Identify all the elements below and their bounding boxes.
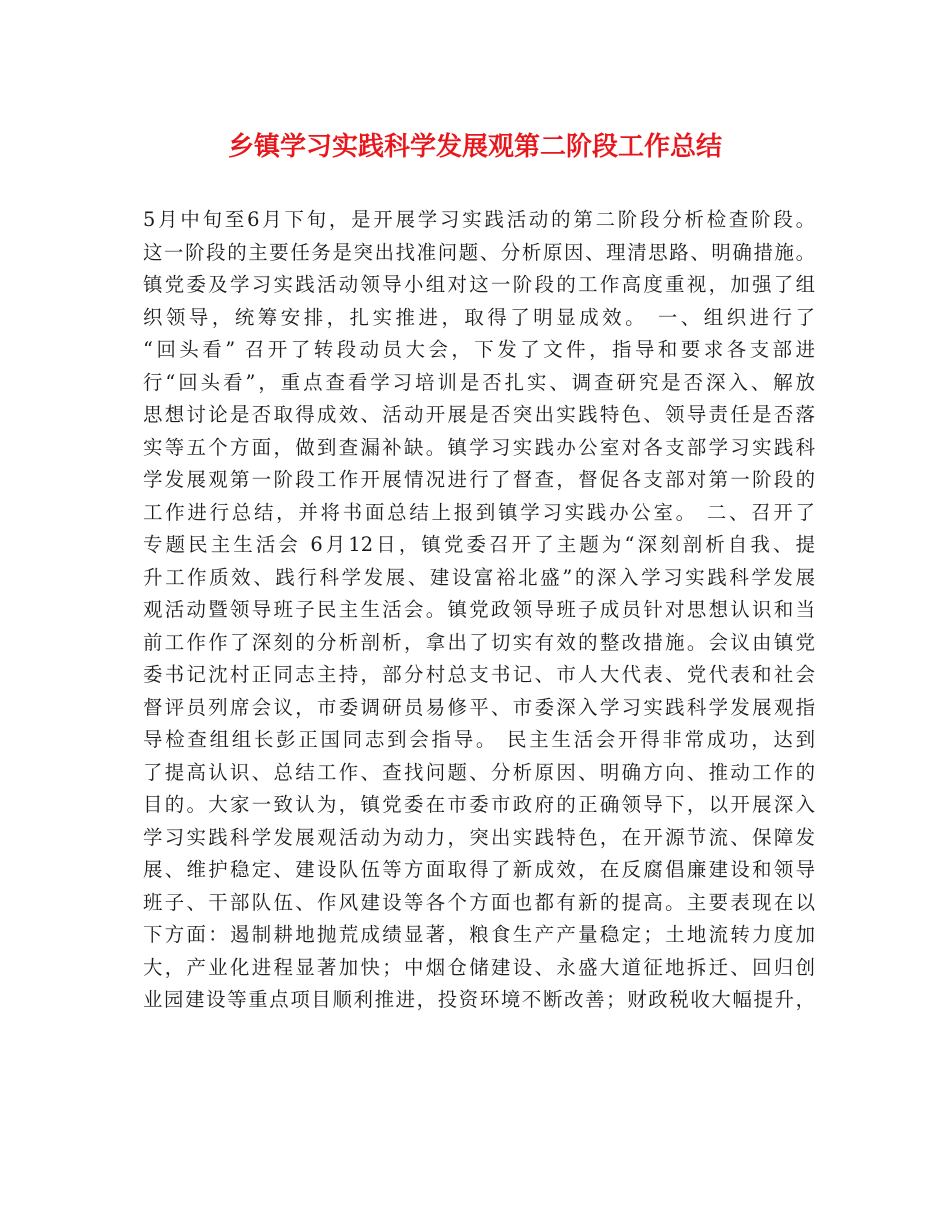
body-line: 5月中旬至6月下旬，是开展学习实践活动的第二阶段分析检查阶段。 (143, 208, 815, 231)
body-line: 镇党委及学习实践活动领导小组对这一阶段的工作高度重视，加强了组 (143, 273, 815, 296)
body-line: 班子、干部队伍、作风建设等各个方面也都有新的提高。主要表现在以 (143, 890, 815, 914)
body-line: 了提高认识、总结工作、查找问题、分析原因、明确方向、推动工作的 (143, 760, 815, 784)
body-line: 专题民主生活会 6月12日，镇党委召开了主题为“深刻剖析自我、提 (143, 533, 815, 556)
body-line: 下方面：遏制耕地抛荒成绩显著，粮食生产产量稳定；土地流转力度加 (143, 923, 815, 946)
body-line: 思想讨论是否取得成效、活动开展是否突出实践特色、领导责任是否落 (143, 403, 815, 426)
body-line: 目的。大家一致认为，镇党委在市委市政府的正确领导下，以开展深入 (143, 793, 815, 816)
body-line: 这一阶段的主要任务是突出找准问题、分析原因、理清思路、明确措施。 (143, 240, 815, 264)
body-line: 前工作作了深刻的分析剖析，拿出了切实有效的整改措施。会议由镇党 (143, 630, 815, 654)
body-line: 学发展观第一阶段工作开展情况进行了督查，督促各支部对第一阶段的 (143, 468, 815, 491)
body-line: 织领导，统筹安排，扎实推进，取得了明显成效。 一、组织进行了 (143, 305, 815, 329)
body-line: 升工作质效、践行科学发展、建设富裕北盛”的深入学习实践科学发展 (143, 565, 815, 589)
body-line: 工作进行总结，并将书面总结上报到镇学习实践办公室。 二、召开了 (143, 500, 815, 524)
body-line: “回头看” 召开了转段动员大会，下发了文件，指导和要求各支部进 (143, 338, 815, 361)
body-line: 大，产业化进程显著加快；中烟仓储建设、永盛大道征地拆迁、回归创 (143, 955, 815, 979)
body-line: 委书记沈村正同志主持，部分村总支书记、市人大代表、党代表和社会 (143, 663, 815, 686)
document-title: 乡镇学习实践科学发展观第二阶段工作总结 (227, 132, 722, 162)
document-body (143, 204, 815, 1017)
body-line: 督评员列席会议，市委调研员易修平、市委深入学习实践科学发展观指 (143, 695, 815, 719)
body-line: 观活动暨领导班子民主生活会。镇党政领导班子成员针对思想认识和当 (143, 598, 815, 621)
body-line: 实等五个方面，做到查漏补缺。镇学习实践办公室对各支部学习实践科 (143, 435, 815, 459)
body-line: 学习实践科学发展观活动为动力，突出实践特色，在开源节流、保障发 (143, 825, 815, 849)
body-line: 导检查组组长彭正国同志到会指导。 民主生活会开得非常成功，达到 (143, 728, 815, 751)
body-line: 行“回头看”，重点查看学习培训是否扎实、调查研究是否深入、解放 (143, 370, 815, 394)
body-line: 业园建设等重点项目顺利推进，投资环境不断改善；财政税收大幅提升， (143, 988, 815, 1011)
body-line: 展、维护稳定、建设队伍等方面取得了新成效，在反腐倡廉建设和领导 (143, 858, 815, 881)
